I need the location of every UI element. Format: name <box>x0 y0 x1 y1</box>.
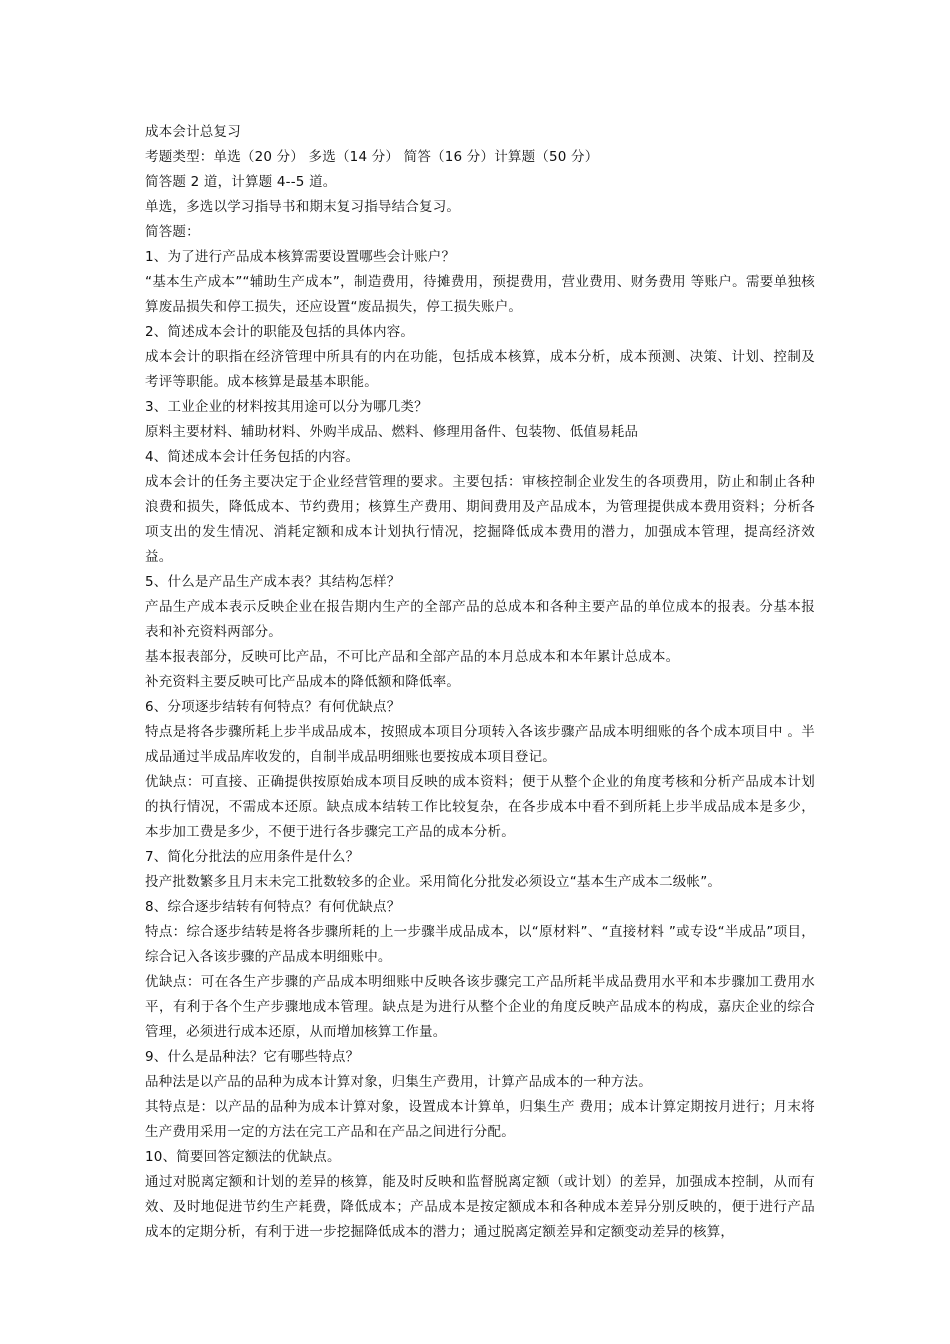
question-3: 3、工业企业的材料按其用途可以分为哪几类？ <box>145 399 428 415</box>
question-2: 2、简述成本会计的职能及包括的具体内容。 <box>145 324 415 340</box>
intro-line: 考题类型：单选（20 分） 多选（14 分） 简答（16 分）计算题（50 分） <box>145 149 599 165</box>
answer-paragraph: 特点：综合逐步结转是将各步骤所耗的上一步骤半成品成本，以“原材料”、“直接材料 ”或专设“半成品”项目，综合记入各该步骤的产品成本明细账中。 <box>145 924 815 965</box>
document-body <box>145 120 815 1245</box>
answer-paragraph: 特点是将各步骤所耗上步半成品成本，按照成本项目分项转入各该步骤产品成本明细账的各个成本项目中 。半成品通过半成品库收发的，自制半成品明细账也要按成本项目登记。 <box>145 724 815 765</box>
intro-line: 简答题： <box>145 224 200 240</box>
intro-line: 单选，多选以学习指导书和期末复习指导结合复习。 <box>145 199 461 215</box>
question-6: 6、分项逐步结转有何特点？有何优缺点？ <box>145 699 401 715</box>
question-9: 9、什么是品种法？它有哪些特点？ <box>145 1049 360 1065</box>
question-1: 1、为了进行产品成本核算需要设置哪些会计账户？ <box>145 249 456 265</box>
question-10: 10、简要回答定额法的优缺点。 <box>145 1149 341 1165</box>
question-7: 7、简化分批法的应用条件是什么？ <box>145 849 360 865</box>
question-5: 5、什么是产品生产成本表？其结构怎样？ <box>145 574 401 590</box>
answer-paragraph: 原料主要材料、辅助材料、外购半成品、燃料、修理用备件、包装物、低值易耗品 <box>145 424 639 440</box>
answer-paragraph: 产品生产成本表示反映企业在报告期内生产的全部产品的总成本和各种主要产品的单位成本的报表。分基本报表和补充资料两部分。 <box>145 599 815 640</box>
question-4: 4、简述成本会计任务包括的内容。 <box>145 449 360 465</box>
answer-paragraph: 投产批数繁多且月末未完工批数较多的企业。采用简化分批发必须设立“基本生产成本二级帐”。 <box>145 874 722 890</box>
answer-paragraph: 补充资料主要反映可比产品成本的降低额和降低率。 <box>145 674 461 690</box>
document-title: 成本会计总复习 <box>145 124 241 140</box>
answer-paragraph: “基本生产成本”“辅助生产成本”，制造费用，待摊费用，预提费用，营业费用、财务费用 等账户。需要单独核算废品损失和停工损失，还应设置“废品损失，停工损失账户。 <box>145 274 815 315</box>
answer-paragraph: 优缺点：可直接、正确提供按原始成本项目反映的成本资料；便于从整个企业的角度考核和分析产品成本计划的执行情况，不需成本还原。缺点成本结转工作比较复杂，在各步成本中看不到所耗上步半成品成本是多少，本步加工费是多少，不便于进行各步骤完工产品的成本分析。 <box>145 774 815 840</box>
answer-paragraph: 通过对脱离定额和计划的差异的核算，能及时反映和监督脱离定额（或计划）的差异，加强成本控制，从而有效、及时地促进节约生产耗费，降低成本；产品成本是按定额成本和各种成本差异分别反映的，便于进行产品成本的定期分析，有利于进一步挖掘降低成本的潜力；通过脱离定额差异和定额变动差异的核算， <box>145 1174 815 1240</box>
intro-line: 简答题 2 道，计算题 4--5 道。 <box>145 174 337 190</box>
answer-paragraph: 其特点是：以产品的品种为成本计算对象，设置成本计算单，归集生产 费用；成本计算定期按月进行；月末将生产费用采用一定的方法在完工产品和在产品之间进行分配。 <box>145 1099 815 1140</box>
answer-paragraph: 成本会计的职指在经济管理中所具有的内在功能，包括成本核算，成本分析，成本预测、决策、计划、控制及考评等职能。成本核算是最基本职能。 <box>145 349 815 390</box>
answer-paragraph: 品种法是以产品的品种为成本计算对象，归集生产费用，计算产品成本的一种方法。 <box>145 1074 652 1090</box>
answer-paragraph: 成本会计的任务主要决定于企业经营管理的要求。主要包括：审核控制企业发生的各项费用，防止和制止各种浪费和损失，降低成本、节约费用；核算生产费用、期间费用及产品成本，为管理提供成本费用资料；分析各项支出的发生情况、消耗定额和成本计划执行情况，挖掘降低成本费用的潜力，加强成本管理，提高经济效益。 <box>145 474 815 565</box>
answer-paragraph: 优缺点：可在各生产步骤的产品成本明细账中反映各该步骤完工产品所耗半成品费用水平和本步骤加工费用水平，有利于各个生产步骤地成本管理。缺点是为进行从整个企业的角度反映产品成本的构成，嘉庆企业的综合管理，必须进行成本还原，从而增加核算工作量。 <box>145 974 815 1040</box>
answer-paragraph: 基本报表部分，反映可比产品，不可比产品和全部产品的本月总成本和本年累计总成本。 <box>145 649 680 665</box>
question-8: 8、综合逐步结转有何特点？有何优缺点？ <box>145 899 401 915</box>
